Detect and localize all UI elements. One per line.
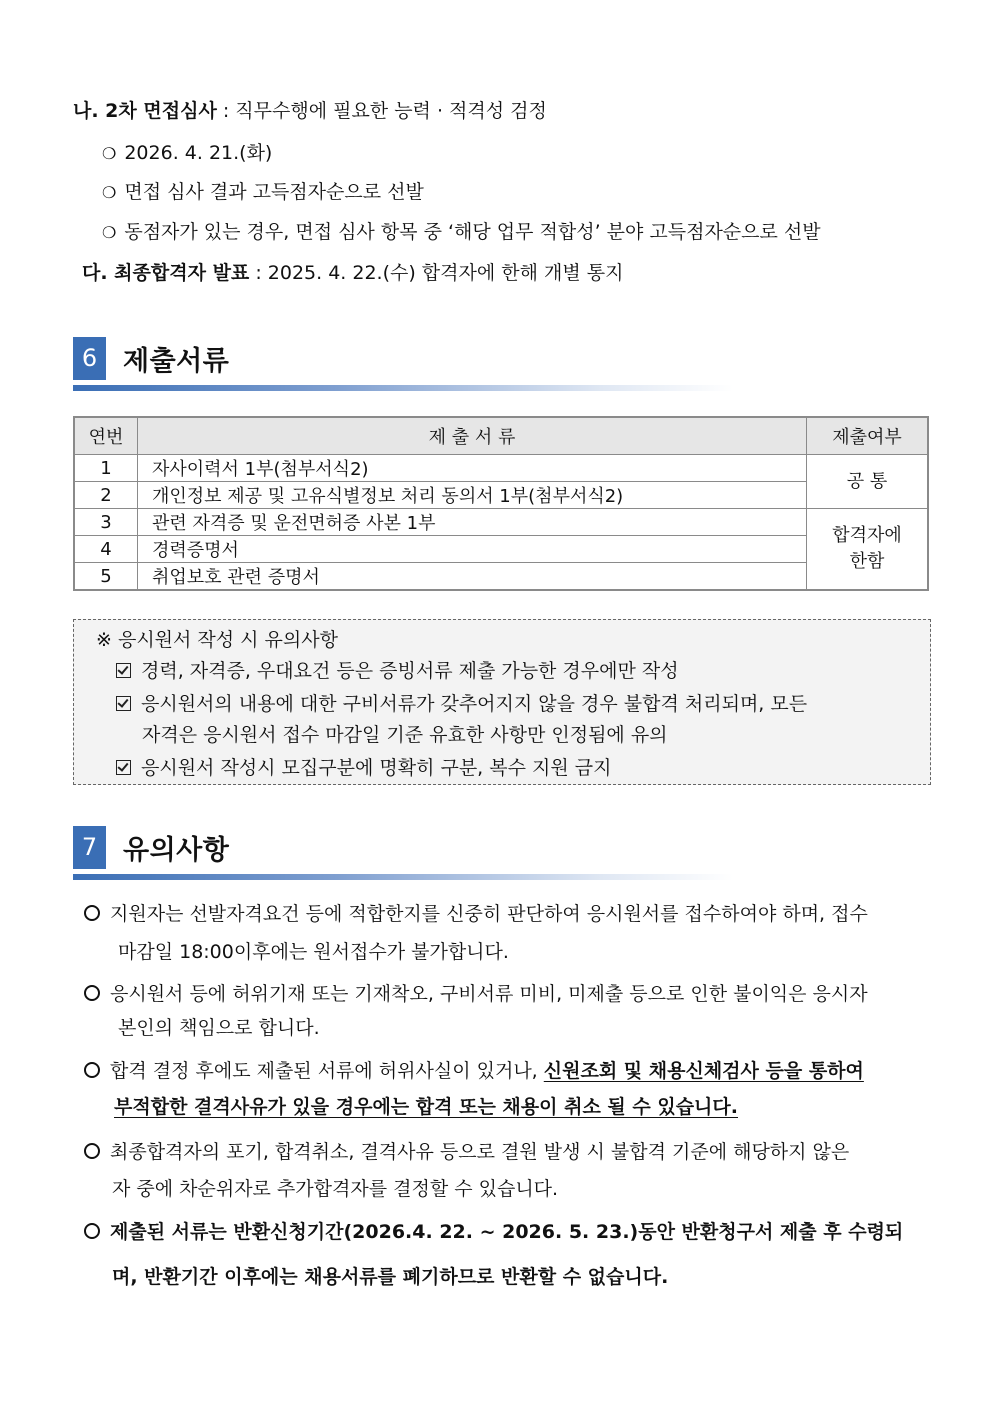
paragraph-text: 제출된 서류는 반환신청기간(2026.4. 22. ~ 2026. 5. 23.)동안 반환청구서 제출 후 수령되 [110,1221,904,1243]
note-item [116,659,679,683]
group-line-2: 한함 [849,551,885,572]
caution-paragraph-5-cont: 며, 반환기간 이후에는 채용서류를 폐기하므로 반환할 수 없습니다. [112,1266,669,1288]
paragraph-text: 지원자는 선발자격요건 등에 적합한지를 신중히 판단하여 응시원서를 접수하여야 하며, 접수 [110,903,868,925]
section-number: 6 [73,337,106,380]
row-no: 3 [74,509,138,536]
row-no: 4 [74,536,138,563]
row-name: 경력증명서 [138,536,807,563]
bullet-text: 2026. 4. 21.(화) [124,142,273,164]
row-no: 5 [74,563,138,591]
paragraph-emphasis: 신원조회 및 채용신체검사 등을 통하여 [543,1060,864,1082]
table-row [74,455,928,482]
bullet-text: 면접 심사 결과 고득점자순으로 선발 [124,181,424,203]
caution-paragraph-4 [84,1140,849,1164]
documents-table [73,416,929,591]
row-group-common: 공 통 [807,455,929,509]
caution-paragraph-2-cont: 본인의 책임으로 합니다. [118,1017,320,1039]
circle-bullet-icon: ❍ [102,144,117,163]
section-title: 제출서류 [123,346,230,377]
section-number: 7 [73,826,106,869]
caution-paragraph-4-cont: 자 중에 차순위자로 추가합격자를 결정할 수 있습니다. [112,1178,559,1200]
checkbox-icon [116,696,131,711]
section-7-header [73,826,733,872]
caution-paragraph-5 [84,1220,903,1244]
circle-bullet-icon [84,1062,100,1078]
caution-paragraph-1 [84,902,868,926]
note-text: 경력, 자격증, 우대요건 등은 증빙서류 제출 가능한 경우에만 작성 [141,660,679,682]
row-group-passers [807,509,929,591]
final-label: 다. 최종합격자 발표 [82,262,250,284]
interview-bullet-2 [102,180,424,205]
row-no: 1 [74,455,138,482]
circle-bullet-icon [84,1223,100,1239]
row-name: 관련 자격증 및 운전면허증 사본 1부 [138,509,807,536]
note-item [116,692,922,716]
circle-bullet-icon: ❍ [102,183,117,202]
bullet-text: 동점자가 있는 경우, 면접 심사 항목 중 ‘해당 업무 적합성’ 분야 고득점자순으로 선발 [124,221,821,243]
notes-title: ※ 응시원서 작성 시 유의사항 [96,629,338,651]
application-notes-box [73,619,931,785]
section-underline [73,385,733,391]
table-row [74,509,928,536]
table-row [74,482,928,509]
table-row [74,563,928,591]
caution-paragraph-2 [84,982,868,1006]
section-underline [73,874,733,880]
note-text: 응시원서 작성시 모집구분에 명확히 구분, 복수 지원 금지 [141,757,612,779]
row-no: 2 [74,482,138,509]
circle-bullet-icon [84,1143,100,1159]
interview-heading [73,99,547,123]
group-line-1: 합격자에 [832,525,902,546]
interview-label: 나. 2차 면접심사 [73,100,217,122]
note-item-continued: 자격은 응시원서 접수 마감일 기준 유효한 사항만 인정됨에 유의 [142,724,668,746]
header-submission: 제출여부 [807,417,929,455]
caution-paragraph-1-cont: 마감일 18:00이후에는 원서접수가 불가합니다. [118,941,509,963]
final-announcement [82,261,623,285]
paragraph-text: 응시원서 등에 허위기재 또는 기재착오, 구비서류 미비, 미제출 등으로 인한 불이익은 응시자 [110,983,868,1005]
circle-bullet-icon [84,985,100,1001]
header-documents: 제 출 서 류 [138,417,807,455]
circle-bullet-icon [84,905,100,921]
paragraph-text: 합격 결정 후에도 제출된 서류에 허위사실이 있거나, [110,1060,544,1082]
table-row [74,536,928,563]
note-item [116,756,611,780]
interview-desc: : 직무수행에 필요한 능력 · 적격성 검정 [222,100,547,122]
interview-bullet-1 [102,141,272,166]
final-desc: : 2025. 4. 22.(수) 합격자에 한해 개별 통지 [255,262,624,284]
row-name: 취업보호 관련 증명서 [138,563,807,591]
caution-paragraph-3 [84,1059,864,1083]
circle-bullet-icon: ❍ [102,223,117,242]
header-no: 연번 [74,417,138,455]
checkbox-icon [116,760,131,775]
table-header-row [74,417,928,455]
interview-bullet-3 [102,220,821,245]
caution-paragraph-3-cont: 부적합한 결격사유가 있을 경우에는 합격 또는 채용이 취소 될 수 있습니다. [114,1096,738,1118]
section-title: 유의사항 [123,835,230,866]
checkbox-icon [116,663,131,678]
row-name: 개인정보 제공 및 고유식별정보 처리 동의서 1부(첨부서식2) [138,482,807,509]
paragraph-text: 최종합격자의 포기, 합격취소, 결격사유 등으로 결원 발생 시 불합격 기준에 해당하지 않은 [110,1141,850,1163]
row-name: 자사이력서 1부(첨부서식2) [138,455,807,482]
section-6-header [73,337,733,383]
note-text: 응시원서의 내용에 대한 구비서류가 갖추어지지 않을 경우 불합격 처리되며, 모든 [141,693,808,715]
